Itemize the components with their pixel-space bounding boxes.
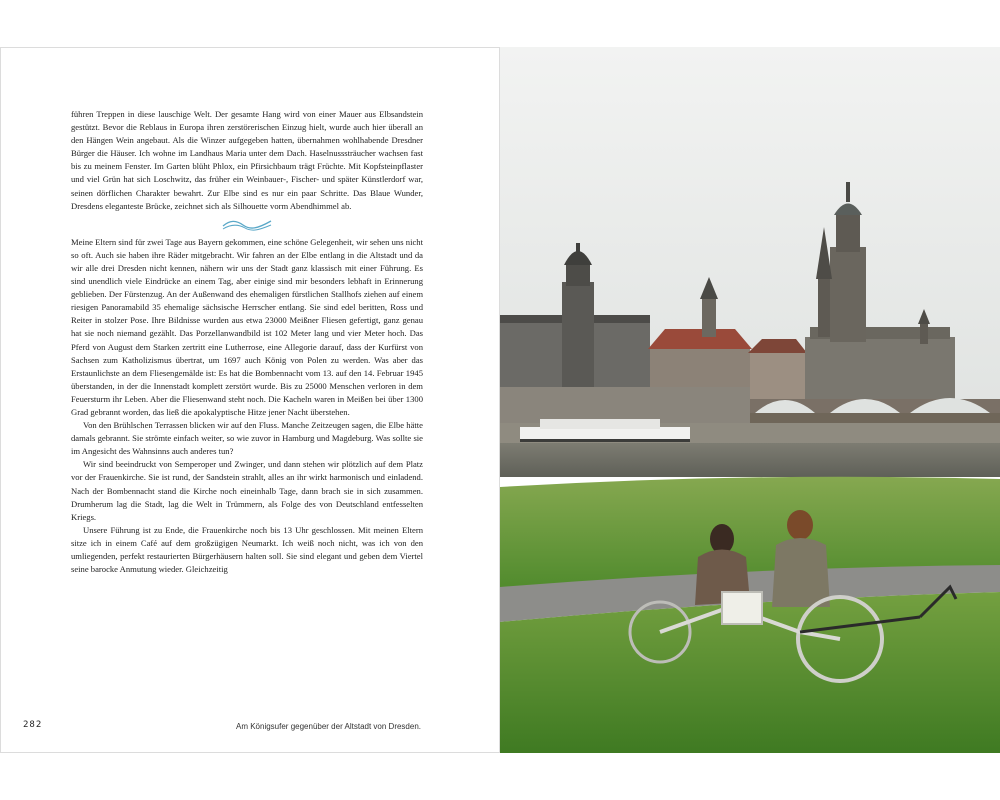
paragraph-3: Von den Brühlschen Terrassen blicken wir auf den Fluss. Manche Zeitzeugen sagen, die Elbe hätte damals gebrannt. Sie strömte einfach weiter, so wie zuvor in Hamburg und Magdeburg. Was sollte sie im Angesicht des Wahnsinns auch anderes tun? — [71, 420, 423, 457]
dresden-photo — [500, 47, 1000, 753]
photo-caption: Am Königsufer gegenüber der Altstadt von Dresden. — [236, 722, 421, 731]
paragraph-4: Wir sind beeindruckt von Semperoper und Zwinger, und dann stehen wir plötzlich auf dem Platz vor der Frauenkirche. Sie ist rund, der Sandstein strahlt, alles an ihr wirkt harmonisch und einladend. Nach der Bombennacht stand die Kirche noch eineinhalb Tage, dann brach sie in sich zusammen. Drumherum lag die Stadt, lag die Welt in Trümmern, als Folge des von Deutschland entfesselten Kriegs. — [71, 459, 423, 522]
paragraph-5: Unsere Führung ist zu Ende, die Frauenkirche noch bis 13 Uhr geschlossen. Mit meinen Eltern sitze ich in einem Café auf dem großzügigen Neumarkt. Ich weiß noch nicht, was ich von den umliegenden, perfekt restaurierten Bürgerhäusern halten soll. Sie sind elegant und geben dem Viertel seine barocke Anmutung wieder. Gleichzeitig — [71, 524, 423, 575]
left-page — [0, 47, 500, 753]
wave-ornament-icon — [221, 217, 273, 231]
page-number: 282 — [23, 720, 43, 730]
body-text — [71, 108, 423, 576]
paragraph-1: führen Treppen in diese lauschige Welt. Der gesamte Hang wird von einer Mauer aus Elbsandstein gestützt. Bevor die Reblaus in Europa ihren zerstörerischen Einzug hielt, wurde auch hier überall an den Hängen Wein angebaut. Als die Winzer aufgegeben hatten, übernahmen wohlhabende Dresdner Bürger die Häuser. Ich wohne im Landhaus Maria unter dem Dach. Haselnusssträucher wachsen fast bis zu meinem Fenster. Im Garten blüht Phlox, ein Pfirsichbaum trägt Früchte. Mit Kopfsteinpflaster und viel Grün hat sich Loschwitz, das früher ein Weinbauer-, Fischer- und später Künstlerdorf war, seinen dörflichen Charakter bewahrt. Zur Elbe sind es nur ein paar Schritte. Das Blaue Wunder, Dresdens eleganteste Brücke, zeichnet sich als Silhouette vorm Abendhimmel ab. — [71, 109, 423, 211]
paragraph-2: Meine Eltern sind für zwei Tage aus Bayern gekommen, eine schöne Gelegenheit, wir sehen uns nicht so oft. Auch sie haben ihre Räder mitgebracht. Wir fahren an der Elbe entlang in die Altstadt und da wir alle drei Dresden nicht kennen, nähern wir uns der Stadt ganz klassisch mit einer Führung. Es sind unendlich viele Eindrücke an einem Tag, aber einige sind mir besonders lebhaft in Erinnerung geblieben. Der Fürstenzug. An der Außenwand des ehemaligen fürstlichen Stallhofs ziehen auf einem riesigen Panoramabild 35 ehemalige sächsische Herrscher entlang. Sie sind edel beritten, Ross und Reiter in stolzer Pose. Ihre Bildnisse wurden aus etwa 23000 Meißner Fliesen gefertigt, ganz genau hat sie noch niemand gezählt. Das Porzellanwandbild ist 102 Meter lang und vier Meter hoch. Das Pferd von August dem Starken zertritt eine Lutherrose, eine Allegorie darauf, dass der Kurfürst von Sachsen zum Katholizismus übertrat, um 1697 auch König von Polen zu werden. Was aber das Erstaunlichste an dem Fliesengemälde ist: Es hat die Bombennacht vom 13. auf den 14. Februar 1945 überstanden, in der die Innenstadt komplett zerstört wurde. Bis zu 25000 Menschen verloren in dem Feuersturm ihr Leben. Aber die Fliesenwand steht noch. Die Kacheln waren in Meißen bei über 1300 Grad gebrannt worden, das ließ die apokalyptische Hitze jener Nacht überstehen. — [71, 236, 423, 417]
book-spread — [0, 47, 1000, 753]
